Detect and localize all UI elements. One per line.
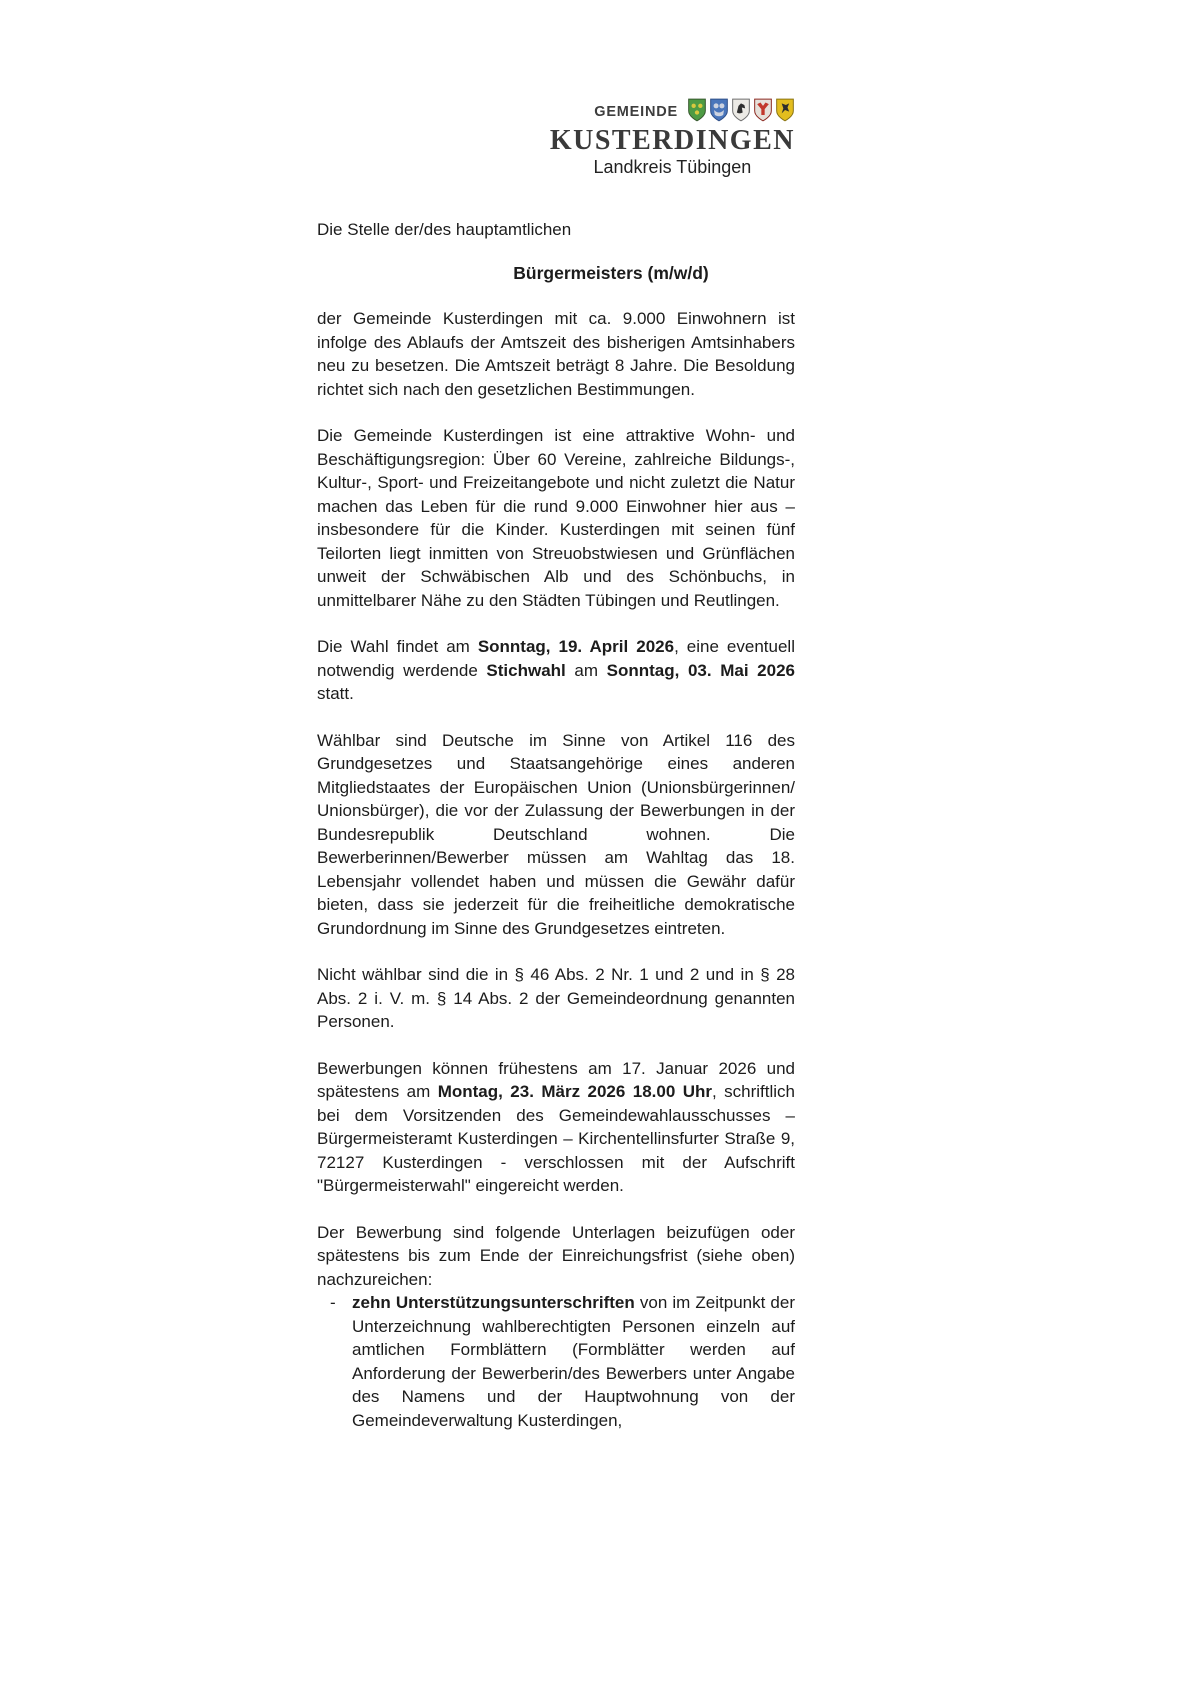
paragraph-election-date: Die Wahl findet am Sonntag, 19. April 2026, eine eventuell notwendig werdende Stichwahl am Sonntag, 03. Mai 2026 statt.: [317, 637, 795, 703]
paragraph-application-deadline: Bewerbungen können frühestens am 17. Januar 2026 und spätestens am Montag, 23. März 2026 18.00 Uhr, schriftlich bei dem Vorsitzenden des Gemeindewahlausschusses – Bürgermeisteramt Kusterdingen – Kirchentellinsfurter Straße 9, 72127 Kusterdingen - verschlossen mit der Aufschrift "Bürgermeisterwahl" eingereicht werden.: [317, 1058, 795, 1195]
logo-district-line: Landkreis Tübingen: [593, 157, 752, 177]
logo-gemeinde-label: GEMEINDE: [594, 104, 678, 120]
coat-of-arms-icon: [731, 96, 751, 124]
paragraph-position: der Gemeinde Kusterdingen mit ca. 9.000 Einwohnern ist infolge des Ablaufs der Amtszeit des bisherigen Amtsinhabers neu zu besetzen. Die Amtszeit beträgt 8 Jahre. Die Besoldung richtet sich nach den gesetzlichen Bestimmungen.: [317, 309, 795, 399]
paragraph-required-documents: Der Bewerbung sind folgende Unterlagen beizufügen oder spätestens bis zum Ende der Einreichungsfrist (siehe oben) nachzureichen:: [317, 1222, 795, 1289]
list-bullet: -: [330, 1293, 336, 1312]
crest-row: [687, 96, 795, 124]
logo-top-row: [550, 96, 795, 124]
paragraph-municipality-description: Die Gemeinde Kusterdingen ist eine attraktive Wohn- und Beschäftigungsregion: Über 60 Vereine, zahlreiche Bildungs-, Kultur-, Sport- und Freizeitangebote und nicht zuletzt die Natur machen das Leben für die rund 9.000 Einwohner hier aus – insbesondere für die Kinder. Kusterdingen mit seinen fünf Teilorten liegt inmitten von Streuobstwiesen und Grünflächen unweit der Schwäbischen Alb und des Schönbuchs, in unmittelbarer Nähe zu den Städten Tübingen und Reutlingen.: [317, 426, 795, 610]
coat-of-arms-icon: [775, 96, 795, 124]
municipality-logo: [550, 96, 795, 178]
intro-line: Die Stelle der/des hauptamtlichen: [317, 220, 572, 239]
document-body: [317, 218, 795, 1432]
list-item-text: zehn Unterstützungsunterschriften von im Zeitpunkt der Unterzeichnung wahlberechtigten Personen einzeln auf amtlichen Formblättern (Formblätter werden auf Anforderung der Bewerberin/des Bewerbers unter Angabe des Namens und der Hauptwohnung von der Gemeindeverwaltung Kusterdingen,: [352, 1293, 795, 1430]
coat-of-arms-icon: [687, 96, 707, 124]
paragraph-eligibility: Wählbar sind Deutsche im Sinne von Artikel 116 des Grundgesetzes und Staatsangehörige eines anderen Mitgliedstaates der Europäischen Union (Unionsbürgerinnen/ Unionsbürger), die vor der Zulassung der Bewerbungen in der Bundesrepublik Deutschland wohnen. Die Bewerberinnen/Bewerber müssen am Wahltag das 18. Lebensjahr vollendet haben und müssen die Gewähr dafür bieten, dass sie jederzeit für die freiheitliche demokratische Grundordnung im Sinne des Grundgesetzes eintreten.: [317, 730, 795, 938]
paragraph-ineligibility: Nicht wählbar sind die in § 46 Abs. 2 Nr. 1 und 2 und in § 28 Abs. 2 i. V. m. § 14 Abs. 2 der Gemeindeordnung genannten Personen.: [317, 965, 795, 1031]
coat-of-arms-icon: [753, 96, 773, 124]
coat-of-arms-icon: [709, 96, 729, 124]
list-item-signatures: [317, 1291, 795, 1432]
logo-municipality-name: KUSTERDINGEN: [549, 125, 795, 156]
job-title: Bürgermeisters (m/w/d): [513, 262, 709, 283]
